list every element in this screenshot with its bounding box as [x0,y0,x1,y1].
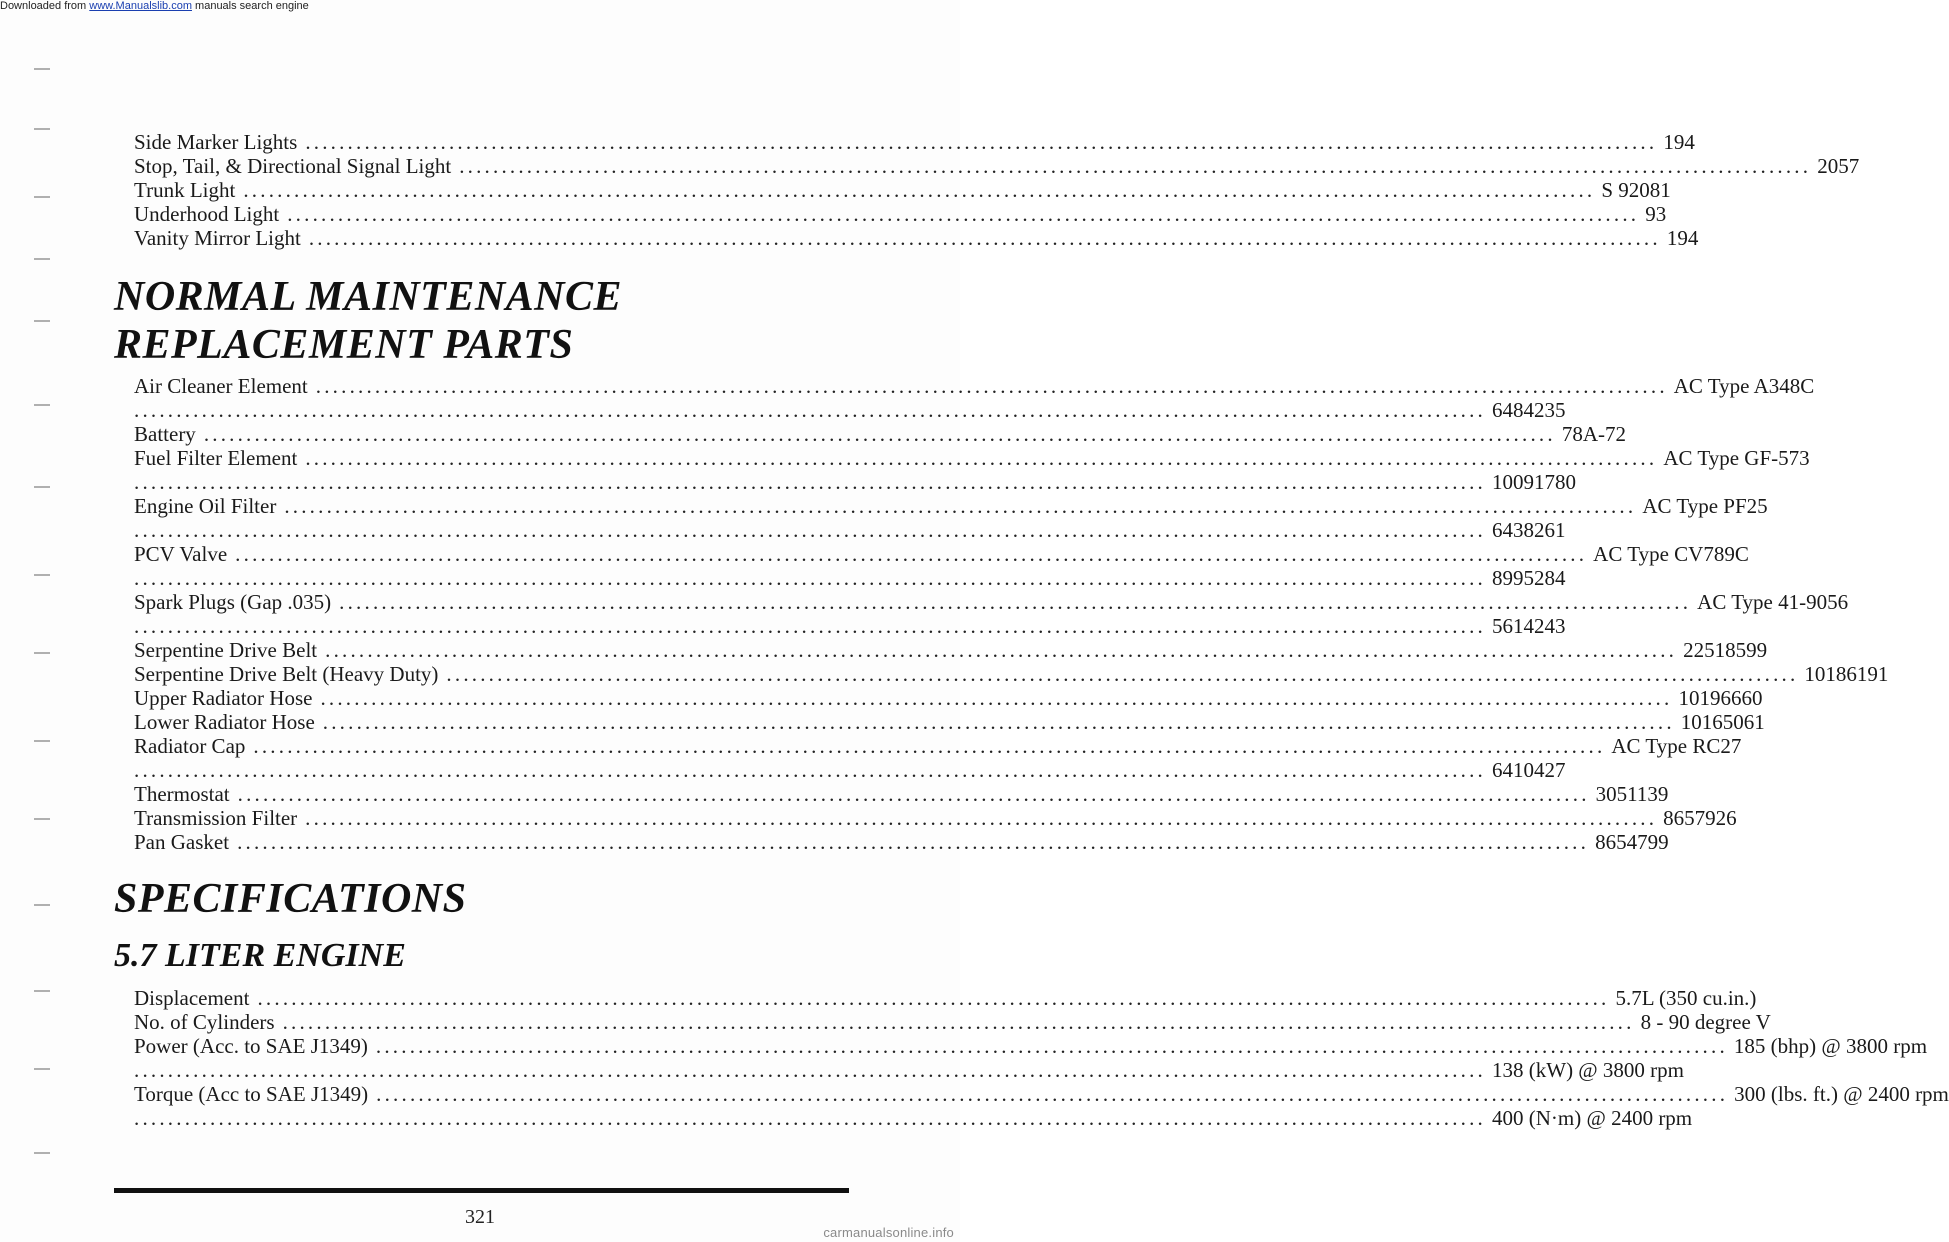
list-item: Upper Radiator Hose ................................................................................................................................................................ 10196660 [134,686,1763,710]
dot-leader: ................................................................................................................................................................ [257,986,1610,1010]
dot-leader: ................................................................................................................................................................ [376,1082,1729,1106]
dot-leader: ................................................................................................................................................................ [237,830,1590,854]
dot-leader: ................................................................................................................................................................ [243,178,1596,202]
dot-leader: ................................................................................................................................................................ [308,226,1661,250]
list-item: ................................................................................................................................................................ 138 (kW) @ 3800 rpm [134,1058,1684,1082]
list-item: ................................................................................................................................................................ 400 (N·m) @ 2400 rpm [134,1106,1693,1130]
section-heading-maintenance: NORMAL MAINTENANCE [114,274,623,320]
list-item: Pan Gasket ................................................................................................................................................................ 8654799 [134,830,1669,854]
list-item: Stop, Tail, & Directional Signal Light ................................................................................................................................................................ 2057 [134,154,1860,178]
list-item: Radiator Cap ................................................................................................................................................................ AC Type RC27 [134,734,1742,758]
watermark: carmanualsonline.info [823,1225,954,1240]
list-item: Vanity Mirror Light ................................................................................................................................................................ 194 [134,226,1699,250]
footer-rule [114,1188,849,1193]
dot-leader: ................................................................................................................................................................ [315,374,1668,398]
banner-prefix: Downloaded from [0,0,90,12]
section-heading-specifications: SPECIFICATIONS [114,876,467,922]
list-item: Serpentine Drive Belt ................................................................................................................................................................ 22518599 [134,638,1768,662]
dot-leader: ................................................................................................................................................................ [203,422,1556,446]
dot-leader: ................................................................................................................................................................ [446,662,1799,686]
list-item: ................................................................................................................................................................ 6484235 [134,398,1566,422]
banner-suffix: manuals search engine [191,0,309,12]
list-item: Underhood Light ................................................................................................................................................................ 93 [134,202,1667,226]
dot-leader: ................................................................................................................................................................ [282,1010,1635,1034]
dot-leader: ................................................................................................................................................................ [134,614,1486,638]
dot-leader: ................................................................................................................................................................ [253,734,1606,758]
list-item: Engine Oil Filter ................................................................................................................................................................ AC Type PF25 [134,494,1768,518]
dot-leader: ................................................................................................................................................................ [134,758,1486,782]
dot-leader: ................................................................................................................................................................ [322,710,1675,734]
dot-leader: ................................................................................................................................................................ [305,130,1658,154]
dot-leader: ................................................................................................................................................................ [320,686,1673,710]
list-item: Lower Radiator Hose ................................................................................................................................................................ 10165061 [134,710,1765,734]
margin-tick-marks [34,0,54,1242]
dot-leader: ................................................................................................................................................................ [305,806,1658,830]
list-item: ................................................................................................................................................................ 10091780 [134,470,1576,494]
list-item: Power (Acc. to SAE J1349) ................................................................................................................................................................ 185 (bhp) @ 3800 rpm [134,1034,1928,1058]
list-item: ................................................................................................................................................................ 6410427 [134,758,1566,782]
dot-leader: ................................................................................................................................................................ [134,398,1486,422]
dot-leader: ................................................................................................................................................................ [134,470,1486,494]
list-item: Torque (Acc to SAE J1349) ................................................................................................................................................................ 300 (lbs. ft.) @ 2400 rpm [134,1082,1949,1106]
dot-leader: ................................................................................................................................................................ [325,638,1678,662]
list-item: Transmission Filter ................................................................................................................................................................ 8657926 [134,806,1737,830]
dot-leader: ................................................................................................................................................................ [134,518,1486,542]
list-item: Battery ................................................................................................................................................................ 78A-72 [134,422,1626,446]
dot-leader: ................................................................................................................................................................ [134,566,1486,590]
list-item: Displacement ................................................................................................................................................................ 5.7L (350 cu.in.) [134,986,1757,1010]
manualslib-link[interactable]: www.Manualslib.com [89,0,192,12]
list-item: ................................................................................................................................................................ 5614243 [134,614,1566,638]
list-item: Air Cleaner Element ................................................................................................................................................................ AC Type A348C [134,374,1815,398]
subheading-engine: 5.7 LITER ENGINE [114,937,406,974]
list-item: Fuel Filter Element ................................................................................................................................................................ AC Type GF-573 [134,446,1810,470]
list-item: Thermostat ................................................................................................................................................................ 3051139 [134,782,1669,806]
dot-leader: ................................................................................................................................................................ [284,494,1637,518]
list-item: ................................................................................................................................................................ 8995284 [134,566,1566,590]
dot-leader: ................................................................................................................................................................ [375,1034,1728,1058]
dot-leader: ................................................................................................................................................................ [287,202,1640,226]
dot-leader: ................................................................................................................................................................ [305,446,1658,470]
list-item: PCV Valve ................................................................................................................................................................ AC Type CV789C [134,542,1749,566]
list-item: ................................................................................................................................................................ 6438261 [134,518,1566,542]
dot-leader: ................................................................................................................................................................ [459,154,1812,178]
list-item: Trunk Light ................................................................................................................................................................ S 92081 [134,178,1671,202]
dot-leader: ................................................................................................................................................................ [134,1058,1486,1082]
list-item: Serpentine Drive Belt (Heavy Duty) ................................................................................................................................................................ 10186191 [134,662,1889,686]
list-item: Spark Plugs (Gap .035) ................................................................................................................................................................ AC Type 41-9056 [134,590,1849,614]
list-item: No. of Cylinders ................................................................................................................................................................ 8 - 90 degree V [134,1010,1771,1034]
section-heading-replacement-parts: REPLACEMENT PARTS [114,322,574,368]
page-number: 321 [465,1206,495,1228]
dot-leader: ................................................................................................................................................................ [235,542,1588,566]
dot-leader: ................................................................................................................................................................ [237,782,1590,806]
dot-leader: ................................................................................................................................................................ [339,590,1692,614]
list-item: Side Marker Lights ................................................................................................................................................................ 194 [134,130,1695,154]
dot-leader: ................................................................................................................................................................ [134,1106,1486,1130]
